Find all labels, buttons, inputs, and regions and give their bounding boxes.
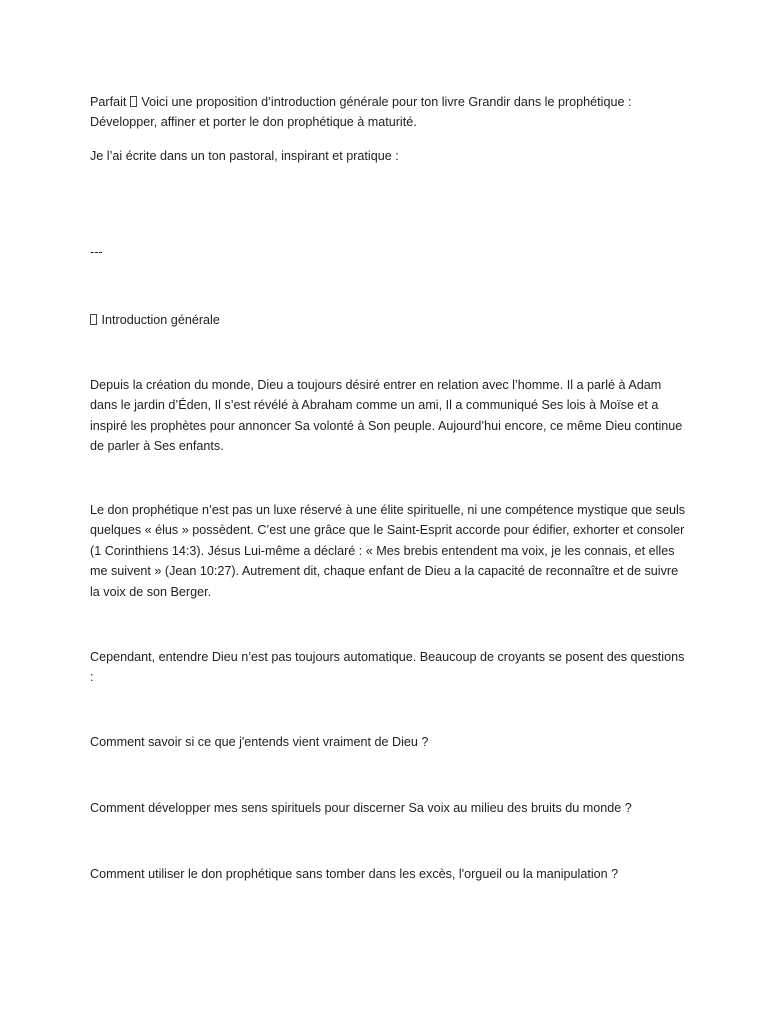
question-item-1: Comment savoir si ce que j'entends vient vraiment de Dieu ? xyxy=(90,735,429,749)
missing-glyph-icon xyxy=(90,314,97,325)
paragraph-creation: Depuis la création du monde, Dieu a toujours désiré entrer en relation avec l’homme. Il a parlé à Adam dans le jardin d’Éden, Il s’est révélé à Abraham comme un ami, Il a communiqué Ses lois à Moïse et a inspiré les prophètes pour annoncer Sa volonté à Son peuple. Aujourd’hui encore, ce même Dieu continue de parler à Ses enfants. xyxy=(90,378,683,454)
intro-paragraph xyxy=(90,92,690,133)
intro-text: Voici une proposition d’introduction générale pour ton livre Grandir dans le prophétique : Développer, affiner et porter le don prophétique à maturité. xyxy=(90,95,632,130)
question-item-2: Comment développer mes sens spirituels pour discerner Sa voix au milieu des bruits du monde ? xyxy=(90,801,632,815)
paragraph-prophetic-gift: Le don prophétique n’est pas un luxe réservé à une élite spirituelle, ni une compétence mystique que seuls quelques « élus » possèdent. C’est une grâce que le Saint-Esprit accorde pour édifier, exhorter et consoler (1 Corinthiens 14:3). Jésus Lui-même a déclaré : « Mes brebis entendent ma voix, je les connais, et elles me suivent » (Jean 10:27). Autrement dit, chaque enfant de Dieu a la capacité de reconnaître et de suivre la voix de son Berger. xyxy=(90,503,686,599)
missing-glyph-icon xyxy=(130,96,137,107)
paragraph-questions-intro: Cependant, entendre Dieu n’est pas toujours automatique. Beaucoup de croyants se posent des questions : xyxy=(90,650,685,685)
question-item-3: Comment utiliser le don prophétique sans tomber dans les excès, l'orgueil ou la manipulation ? xyxy=(90,867,619,881)
intro-tone-line: Je l’ai écrite dans un ton pastoral, inspirant et pratique : xyxy=(90,149,399,163)
section-heading-text: Introduction générale xyxy=(101,313,220,327)
intro-prefix: Parfait xyxy=(90,95,127,109)
separator-line: --- xyxy=(90,245,103,259)
section-heading xyxy=(90,310,690,330)
